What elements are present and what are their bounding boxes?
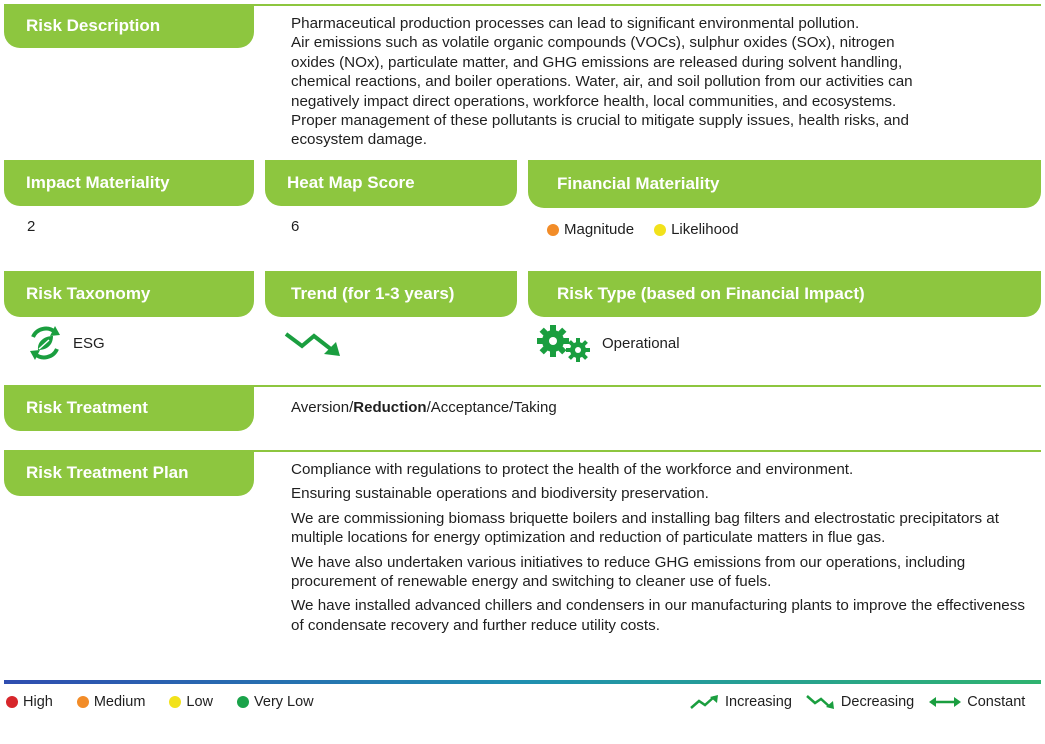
trend-legend	[690, 694, 1025, 710]
list-item: We have also undertaken various initiatives to reduce GHG emissions from our operations, including procurement of renewable energy and switching to cleaner use of fuels.	[291, 553, 966, 591]
risk-treatment-reduction: Reduction	[353, 399, 427, 416]
decreasing-trend-icon	[284, 328, 344, 358]
legend-item-very-low	[237, 694, 314, 710]
high-dot	[6, 696, 18, 708]
medium-dot	[77, 696, 89, 708]
magnitude-label: Magnitude	[564, 221, 635, 238]
low-dot	[169, 696, 181, 708]
list-item: We have installed advanced chillers and condensers in our manufacturing plants to improve the effectiveness of condensate recovery and further reduce utility costs.	[291, 597, 1025, 634]
risk-type-tab	[528, 271, 1041, 317]
legend-label: Decreasing	[840, 694, 915, 710]
impact-materiality-value: 2	[27, 218, 36, 235]
decreasing-trend-icon	[806, 694, 836, 710]
legend-item-medium	[77, 694, 146, 710]
heat-map-score-value: 6	[291, 218, 300, 235]
risk-description-line: oxides (NOx), particulate matter, and GHG emissions are released during solvent handling,	[291, 53, 903, 71]
increasing-trend-icon	[690, 694, 720, 710]
footer-divider	[4, 680, 1041, 684]
risk-description-tab	[4, 4, 254, 48]
legend-label: Very Low	[254, 694, 314, 710]
risk-treatment-plan-divider	[254, 450, 1041, 452]
risk-treatment-options	[291, 399, 557, 416]
heat-map-score-label: Heat Map Score	[287, 173, 415, 192]
list-item: We are commissioning biomass briquette boilers and installing bag filters and electrostatic precipitators at multiple locations for energy optimization and reduction of particulate matters in flue gas.	[291, 509, 999, 547]
legend-label: Increasing	[725, 694, 792, 710]
heat-map-score-tab	[265, 160, 517, 206]
legend-item-constant	[928, 694, 1025, 710]
impact-materiality-label: Impact Materiality	[26, 173, 170, 192]
risk-treatment-rest: /Acceptance/Taking	[426, 399, 557, 416]
risk-treatment-aversion: Aversion/	[291, 399, 354, 416]
risk-taxonomy-value-row	[25, 323, 105, 363]
legend-label: Constant	[967, 694, 1026, 710]
magnitude-dot	[547, 224, 559, 236]
risk-description-line: Proper management of these pollutants is crucial to mitigate supply issues, health risks, and	[291, 112, 909, 130]
level-legend	[6, 694, 338, 710]
legend-item-increasing	[690, 694, 792, 710]
esg-recycle-leaf-icon	[25, 323, 65, 363]
constant-arrow-icon	[928, 694, 962, 710]
legend-item-high	[6, 694, 53, 710]
risk-treatment-tab	[4, 385, 254, 431]
risk-treatment-label: Risk Treatment	[26, 398, 148, 417]
gears-icon	[536, 324, 594, 362]
risk-description-text	[291, 14, 1036, 150]
likelihood-label: Likelihood	[671, 221, 739, 238]
financial-materiality-label: Financial Materiality	[557, 174, 720, 193]
list-item: Compliance with regulations to protect the health of the workforce and environment.	[291, 461, 854, 478]
risk-description-divider	[254, 4, 1041, 6]
trend-tab	[265, 271, 517, 317]
risk-taxonomy-tab	[4, 271, 254, 317]
list-item: Ensuring sustainable operations and biodiversity preservation.	[291, 485, 709, 503]
risk-type-value-row	[536, 324, 680, 362]
likelihood-dot	[654, 224, 666, 236]
legend-item-decreasing	[806, 694, 914, 710]
legend-label: Medium	[93, 694, 146, 710]
financial-materiality-indicators	[547, 221, 739, 238]
risk-type-value: Operational	[602, 334, 680, 352]
risk-treatment-plan-label: Risk Treatment Plan	[26, 463, 189, 482]
risk-description-line: Air emissions such as volatile organic compounds (VOCs), sulphur oxides (SOx), nitrogen	[291, 34, 895, 52]
risk-description-line: chemical reactions, and boiler operations. Water, air, and soil pollution from our activities can	[291, 73, 913, 91]
trend-label: Trend (for 1-3 years)	[291, 284, 455, 303]
risk-taxonomy-value: ESG	[73, 334, 105, 352]
risk-description-line: ecosystem damage.	[291, 131, 427, 149]
risk-treatment-plan-tab	[4, 450, 254, 496]
risk-type-label: Risk Type (based on Financial Impact)	[557, 284, 865, 303]
risk-taxonomy-label: Risk Taxonomy	[26, 284, 151, 303]
risk-treatment-plan-list	[291, 460, 1036, 640]
very-low-dot	[237, 696, 249, 708]
risk-description-line: Pharmaceutical production processes can lead to significant environmental pollution.	[291, 15, 860, 32]
risk-description-label: Risk Description	[26, 16, 161, 35]
legend-label: High	[23, 694, 53, 710]
legend-item-low	[169, 694, 213, 710]
risk-description-line: negatively impact direct operations, workforce health, local communities, and ecosystems.	[291, 92, 897, 110]
legend-label: Low	[186, 694, 214, 710]
financial-materiality-tab	[528, 160, 1041, 208]
risk-treatment-divider	[254, 385, 1041, 387]
impact-materiality-tab	[4, 160, 254, 206]
